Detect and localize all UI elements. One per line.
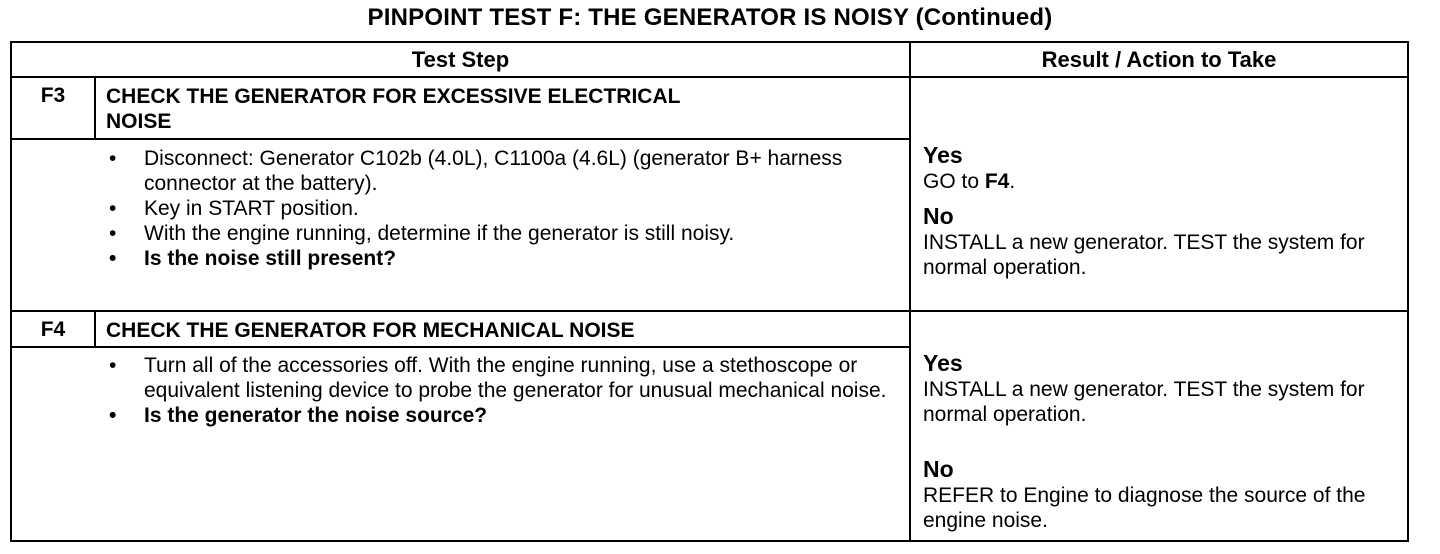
header-result-action: Result / Action to Take (1041, 47, 1277, 72)
step-instructions (106, 353, 896, 428)
step-title (106, 84, 896, 134)
list-item: • Key in START position. (106, 196, 896, 221)
step-result (923, 141, 1383, 280)
step-result (923, 349, 1393, 533)
result-no-label: No (923, 456, 954, 482)
step-title (106, 318, 896, 343)
result-no-action: INSTALL a new generator. TEST the system for normal operation. (923, 231, 1365, 279)
step-title-divider (12, 138, 909, 140)
result-yes-prefix: GO to (923, 170, 985, 193)
step-id: F3 (40, 84, 66, 107)
step-id-divider (94, 78, 96, 138)
row-divider (12, 310, 1407, 312)
result-no-action: REFER to Engine to diagnose the source of the engine noise. (923, 484, 1366, 532)
result-yes-suffix: . (1009, 170, 1016, 193)
step-id-divider (94, 312, 96, 346)
step-id: F4 (40, 318, 66, 341)
list-item: • Disconnect: Generator C102b (4.0L), C1100a (4.6L) (generator B+ harness connector at the battery). (106, 146, 896, 196)
page-title: PINPOINT TEST F: THE GENERATOR IS NOISY (Continued) (367, 4, 1053, 31)
result-yes-action: INSTALL a new generator. TEST the system for normal operation. (923, 378, 1365, 426)
step-title-line: CHECK THE GENERATOR FOR EXCESSIVE ELECTRICAL (106, 85, 681, 108)
step-title-line: NOISE (106, 110, 172, 133)
step-question: • Is the noise still present? (106, 246, 896, 271)
header-test-step: Test Step (411, 47, 510, 72)
step-instructions (106, 146, 896, 271)
step-question: • Is the generator the noise source? (106, 403, 896, 428)
step-title-divider (12, 346, 909, 348)
result-no-label: No (923, 203, 954, 229)
step-title-line: CHECK THE GENERATOR FOR MECHANICAL NOISE (106, 319, 635, 342)
header-divider (12, 76, 1407, 78)
result-yes-action (923, 169, 1383, 194)
pinpoint-test-table (10, 41, 1409, 542)
result-yes-label: Yes (923, 350, 963, 376)
goto-step-link[interactable]: F4 (984, 170, 1010, 193)
list-item: • With the engine running, determine if the generator is still noisy. (106, 221, 896, 246)
result-yes-label: Yes (923, 142, 963, 168)
column-divider (909, 43, 911, 540)
list-item: • Turn all of the accessories off. With the engine running, use a stethoscope or equivalent listening device to probe the generator for unusual mechanical noise. (106, 353, 896, 403)
